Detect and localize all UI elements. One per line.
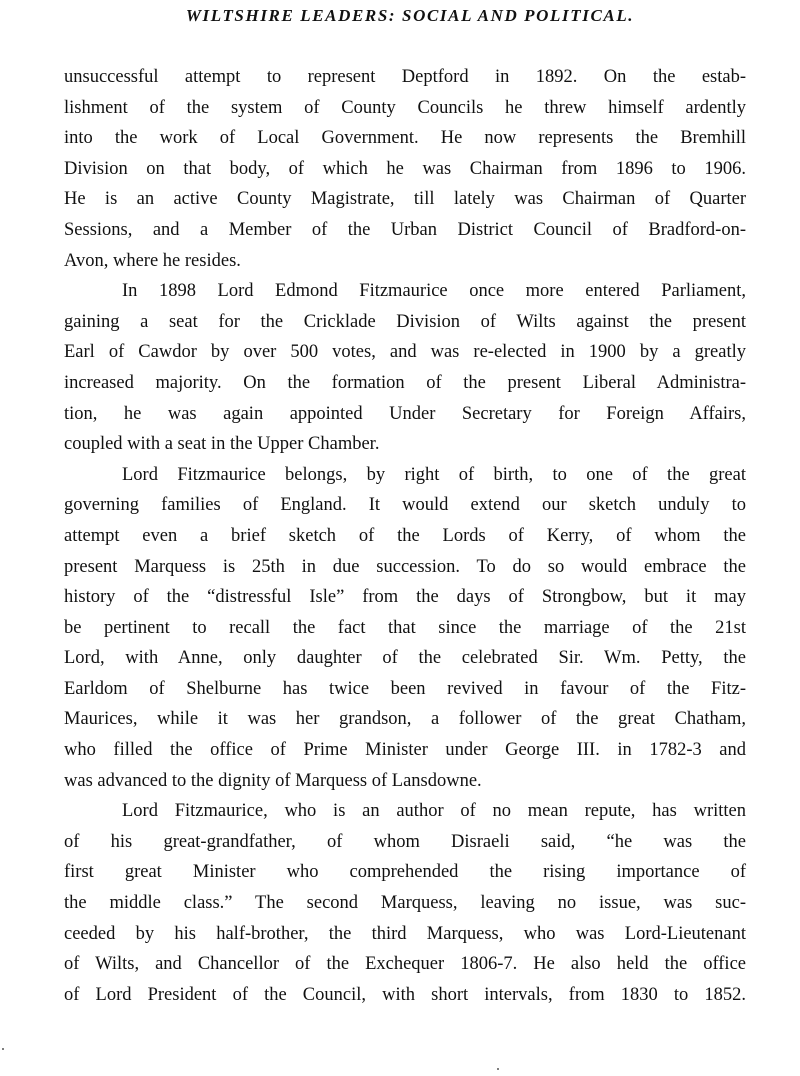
- text-line: Lord Fitzmaurice belongs, by right of birth, to one of the great: [122, 464, 746, 485]
- paragraph-1: [64, 62, 746, 276]
- text-line: governing families of England. It would extend our sketch unduly to: [64, 495, 746, 516]
- text-line: lishment of the system of County Councils he threw himself ardently: [64, 97, 746, 118]
- text-line: who filled the office of Prime Minister under George III. in 1782-3 and: [64, 740, 746, 761]
- scan-speck: [497, 1068, 499, 1070]
- text-line: tion, he was again appointed Under Secretary for Foreign Affairs,: [64, 403, 746, 424]
- running-head: WILTSHIRE LEADERS: SOCIAL AND POLITICAL.: [185, 6, 635, 25]
- text-line: ceeded by his half-brother, the third Marquess, who was Lord-Lieutenant: [64, 923, 746, 944]
- text-line: Maurices, while it was her grandson, a follower of the great Chatham,: [64, 709, 746, 730]
- text-line: be pertinent to recall the fact that since the marriage of the 21st: [64, 617, 746, 638]
- text-line: of his great-grandfather, of whom Disraeli said, “he was the: [64, 831, 746, 852]
- text-line: Division on that body, of which he was Chairman from 1896 to 1906.: [64, 158, 746, 179]
- text-line: Lord, with Anne, only daughter of the celebrated Sir. Wm. Petty, the: [64, 648, 746, 669]
- text-line: the middle class.” The second Marquess, leaving no issue, was suc-: [64, 893, 746, 914]
- text-line: history of the “distressful Isle” from the days of Strongbow, but it may: [64, 587, 746, 608]
- text-line: coupled with a seat in the Upper Chamber.: [64, 434, 380, 455]
- text-line: was advanced to the dignity of Marquess of Lansdowne.: [64, 770, 482, 791]
- paragraph-3: [64, 460, 746, 797]
- text-line: increased majority. On the formation of the present Liberal Administra-: [64, 372, 746, 393]
- text-line: gaining a seat for the Cricklade Division of Wilts against the present: [64, 311, 746, 332]
- paragraph-4: [64, 796, 746, 1010]
- text-line: first great Minister who comprehended the rising importance of: [64, 862, 746, 883]
- text-line: of Wilts, and Chancellor of the Exchequer 1806-7. He also held the office: [64, 954, 746, 975]
- text-line: Lord Fitzmaurice, who is an author of no mean repute, has written: [122, 801, 746, 822]
- text-line: Earl of Cawdor by over 500 votes, and was re-elected in 1900 by a greatly: [64, 342, 746, 363]
- text-line: He is an active County Magistrate, till lately was Chairman of Quarter: [64, 189, 746, 210]
- text-line: Sessions, and a Member of the Urban District Council of Bradford-on-: [64, 219, 746, 240]
- text-line: unsuccessful attempt to represent Deptford in 1892. On the estab-: [64, 67, 746, 87]
- text-line: Earldom of Shelburne has twice been revived in favour of the Fitz-: [64, 678, 746, 699]
- text-line: present Marquess is 25th in due succession. To do so would embrace the: [64, 556, 746, 577]
- text-line: into the work of Local Government. He now represents the Bremhill: [64, 128, 746, 149]
- text-line: In 1898 Lord Edmond Fitzmaurice once more entered Parliament,: [122, 281, 746, 302]
- text-line: attempt even a brief sketch of the Lords of Kerry, of whom the: [64, 525, 746, 546]
- page-body: [64, 62, 746, 1010]
- paragraph-2: [64, 276, 746, 460]
- scan-speck: [2, 1048, 4, 1050]
- text-line: Avon, where he resides.: [64, 250, 241, 271]
- text-line: of Lord President of the Council, with short intervals, from 1830 to 1852.: [64, 984, 746, 1005]
